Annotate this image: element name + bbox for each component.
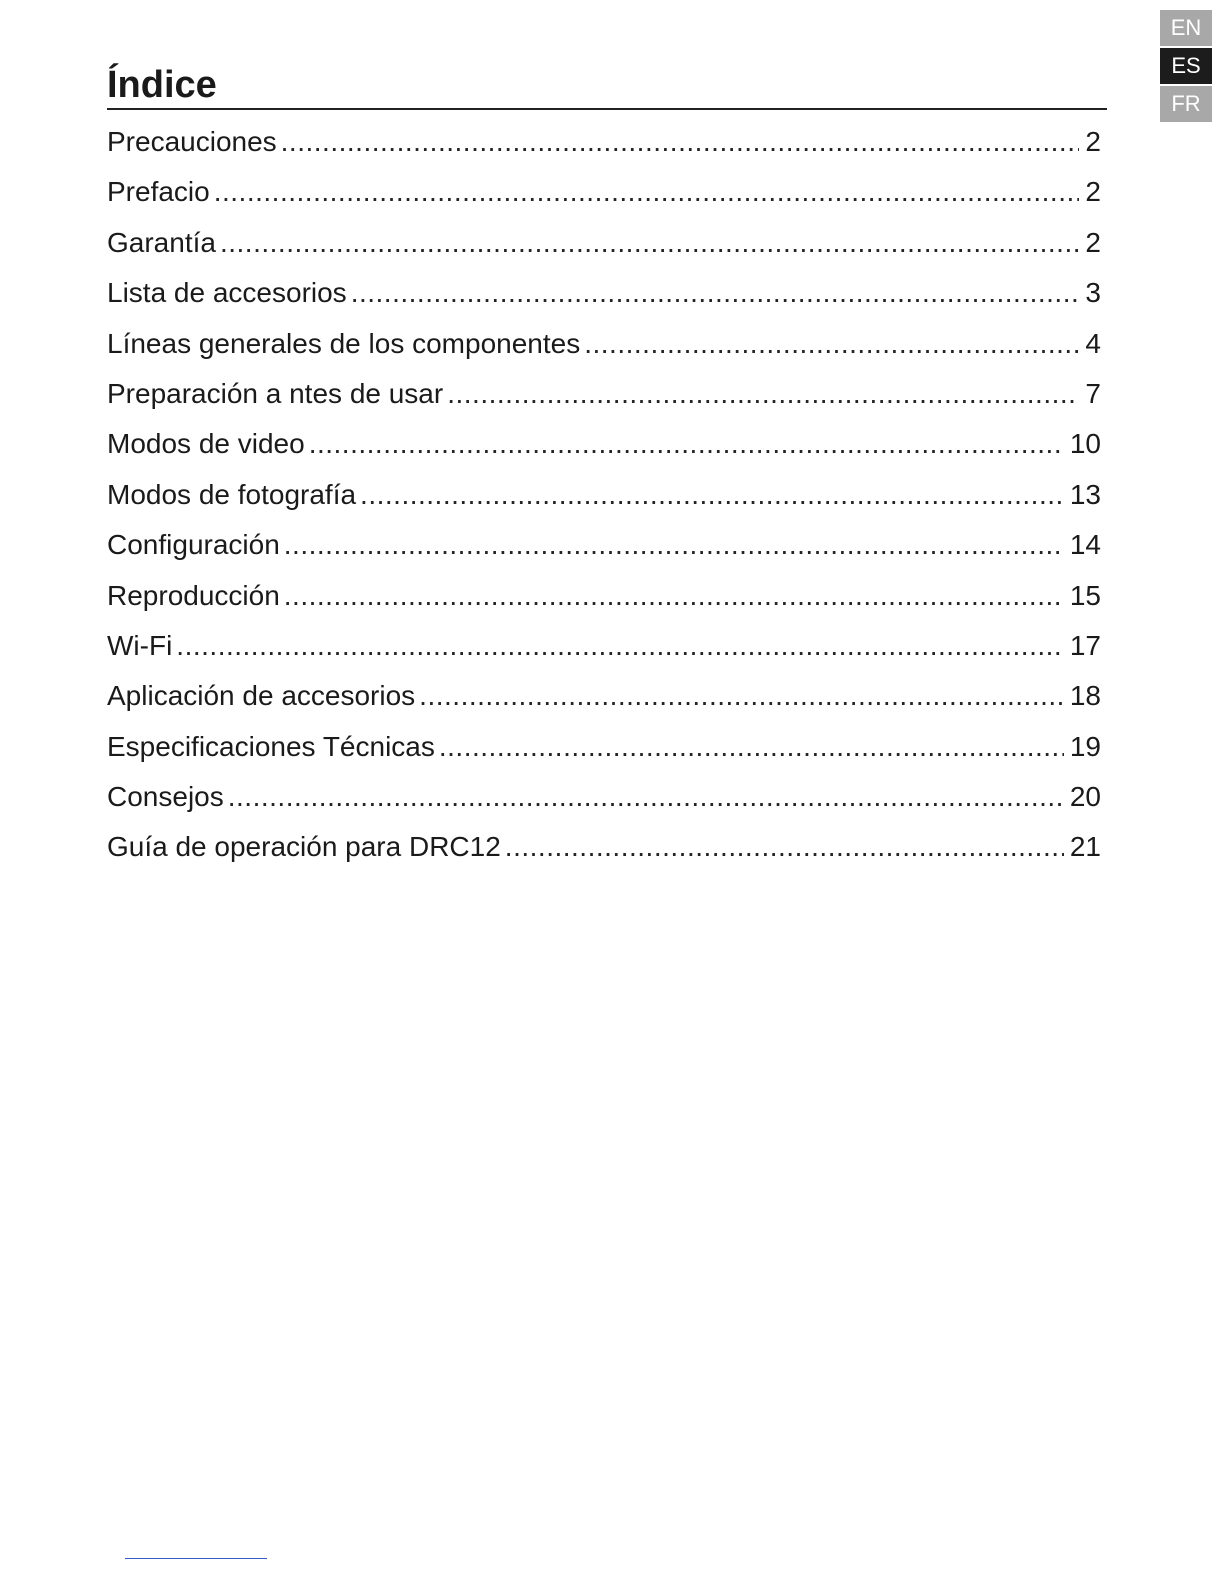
- toc-entry-label: Wi-Fi: [107, 629, 173, 661]
- toc-dot-leader: [447, 374, 1079, 414]
- toc-entry[interactable]: [107, 626, 1107, 676]
- toc-entry-label: Garantía: [107, 226, 216, 258]
- toc-entry-label: Líneas generales de los componentes: [107, 327, 581, 359]
- toc-entry[interactable]: [107, 273, 1107, 323]
- toc-entry-page: 10: [1069, 428, 1101, 460]
- toc-entry-label: Especificaciones Técnicas: [107, 730, 435, 762]
- toc-entry[interactable]: [107, 576, 1107, 626]
- toc-entry-page: 2: [1085, 126, 1101, 157]
- toc-dot-leader: [360, 475, 1064, 515]
- toc-entry-label: Guía de operación para DRC12: [107, 831, 501, 863]
- toc-entry-page: 20: [1069, 781, 1101, 813]
- language-tab-es[interactable]: ES: [1160, 48, 1212, 84]
- toc-dot-leader: [439, 727, 1064, 767]
- toc-entry-label: Modos de fotografía: [107, 478, 357, 510]
- language-tab-en[interactable]: EN: [1160, 10, 1212, 46]
- toc-dot-leader: [284, 525, 1064, 565]
- toc-list: [107, 122, 1107, 878]
- table-of-contents: [107, 62, 1107, 878]
- toc-entry[interactable]: [107, 172, 1107, 222]
- toc-entry[interactable]: [107, 475, 1107, 525]
- toc-dot-leader: [351, 273, 1079, 313]
- toc-entry[interactable]: [107, 777, 1107, 827]
- page-title: Índice: [107, 62, 1107, 110]
- toc-entry[interactable]: [107, 324, 1107, 374]
- language-tabs: [1160, 10, 1212, 124]
- toc-entry-label: Precauciones: [107, 126, 277, 157]
- toc-entry-page: 15: [1069, 579, 1101, 611]
- language-tab-fr[interactable]: FR: [1160, 86, 1212, 122]
- toc-entry-label: Aplicación de accesorios: [107, 680, 416, 712]
- toc-entry-label: Consejos: [107, 781, 224, 813]
- toc-dot-leader: [309, 424, 1064, 464]
- toc-entry-label: Preparación a ntes de usar: [107, 377, 444, 409]
- toc-dot-leader: [176, 626, 1064, 666]
- toc-entry-page: 2: [1085, 226, 1101, 258]
- toc-dot-leader: [281, 122, 1079, 162]
- toc-entry[interactable]: [107, 374, 1107, 424]
- toc-entry-page: 13: [1069, 478, 1101, 510]
- toc-entry[interactable]: [107, 525, 1107, 575]
- toc-entry-page: 2: [1085, 176, 1101, 208]
- toc-entry[interactable]: [107, 827, 1107, 877]
- toc-dot-leader: [220, 223, 1079, 263]
- toc-entry-label: Lista de accesorios: [107, 277, 347, 309]
- toc-dot-leader: [505, 827, 1064, 867]
- toc-entry-page: 7: [1085, 377, 1101, 409]
- toc-entry-page: 14: [1069, 529, 1101, 561]
- toc-entry-label: Modos de video: [107, 428, 305, 460]
- toc-entry-page: 17: [1069, 629, 1101, 661]
- toc-entry-page: 19: [1069, 730, 1101, 762]
- toc-entry-label: Configuración: [107, 529, 280, 561]
- toc-entry-page: 4: [1085, 327, 1101, 359]
- toc-entry[interactable]: [107, 424, 1107, 474]
- toc-entry-label: Prefacio: [107, 176, 210, 208]
- toc-entry-page: 21: [1069, 831, 1101, 863]
- toc-dot-leader: [214, 172, 1079, 212]
- toc-entry-page: 18: [1069, 680, 1101, 712]
- toc-entry[interactable]: [107, 727, 1107, 777]
- toc-dot-leader: [284, 576, 1064, 616]
- toc-dot-leader: [419, 676, 1064, 716]
- toc-entry[interactable]: [107, 676, 1107, 726]
- toc-entry[interactable]: [107, 223, 1107, 273]
- footer-rule: [125, 1558, 267, 1559]
- toc-dot-leader: [228, 777, 1064, 817]
- toc-dot-leader: [584, 324, 1079, 364]
- toc-entry-label: Reproducción: [107, 579, 280, 611]
- toc-entry[interactable]: [107, 122, 1107, 172]
- toc-entry-page: 3: [1085, 277, 1101, 309]
